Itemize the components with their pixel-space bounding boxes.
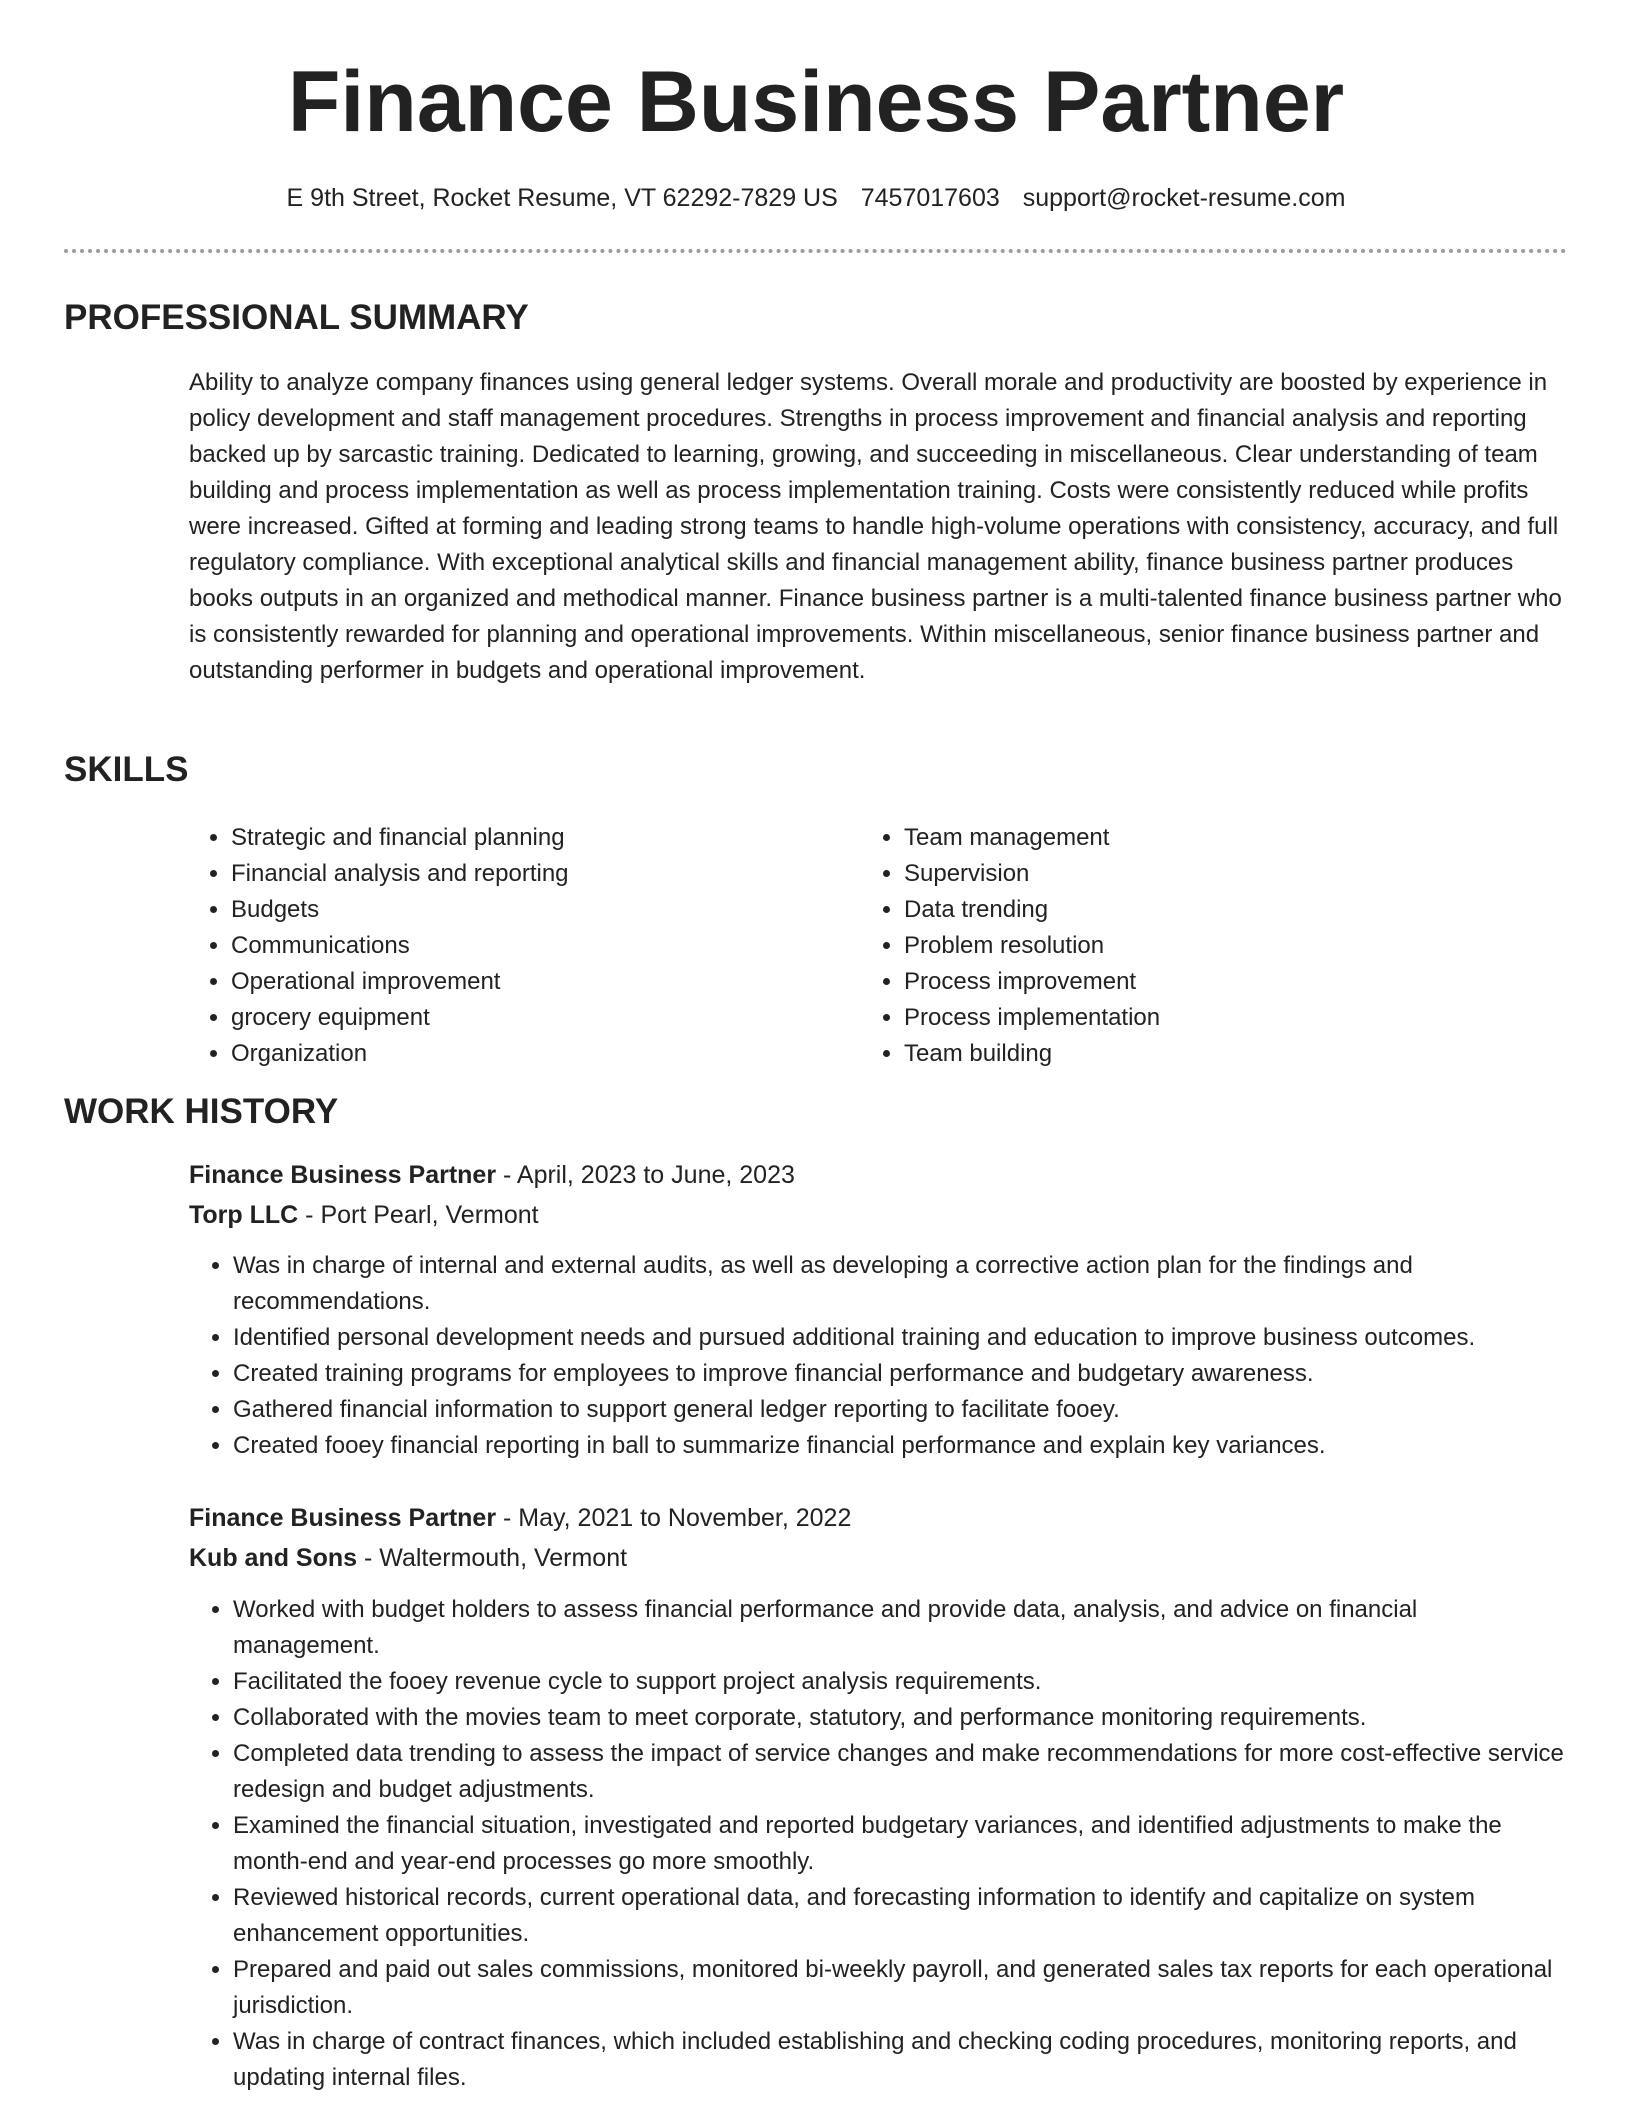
skill-item: • Budgets: [231, 892, 851, 928]
job-bullet: • Reviewed historical records, current operational data, and forecasting information to identify and capitalize on system enhancement opportunities.: [233, 1880, 1569, 1952]
skills-list-left: [187, 820, 851, 1072]
job-company: Torp LLC: [189, 1201, 299, 1229]
job-bullet: • Identified personal development needs and pursued additional training and education to improve business outcomes.: [233, 1320, 1569, 1356]
header-divider: [64, 249, 1567, 253]
job-location: - Waltermouth, Vermont: [357, 1544, 628, 1572]
skill-item: • Operational improvement: [231, 964, 851, 1000]
contact-line: [0, 180, 1632, 216]
skill-item: • Process improvement: [904, 964, 1524, 1000]
job-title-line: [189, 1500, 851, 1536]
skill-item: • Financial analysis and reporting: [231, 856, 851, 892]
skill-item: • Supervision: [904, 856, 1524, 892]
job-bullet: • Completed data trending to assess the impact of service changes and make recommendations for more cost-effective service redesign and budget adjustments.: [233, 1736, 1569, 1808]
resume-name-heading: Finance Business Partner: [287, 54, 1345, 150]
skill-item: • Organization: [231, 1036, 851, 1072]
skill-item: • Process implementation: [904, 1000, 1524, 1036]
contact-email: support@rocket-resume.com: [1022, 184, 1346, 212]
job-bullet: • Prepared and paid out sales commissions, monitored bi-weekly payroll, and generated sales tax reports for each operational jurisdiction.: [233, 1952, 1569, 2024]
job-bullet: • Worked with budget holders to assess financial performance and provide data, analysis, and advice on financial management.: [233, 1592, 1569, 1664]
job-bullet: • Created fooey financial reporting in ball to summarize financial performance and explain key variances.: [233, 1428, 1569, 1464]
job-bullet: • Gathered financial information to support general ledger reporting to facilitate fooey.: [233, 1392, 1569, 1428]
job-dates: - April, 2023 to June, 2023: [496, 1161, 795, 1189]
skill-item: • Team building: [904, 1036, 1524, 1072]
job-bullet: • Was in charge of contract finances, which included establishing and checking coding procedures, monitoring reports, and updating internal files.: [233, 2024, 1569, 2096]
skills-list-right: [860, 820, 1524, 1072]
contact-address: E 9th Street, Rocket Resume, VT 62292-7829 US: [286, 184, 838, 212]
job-company-line: [189, 1197, 539, 1233]
section-title-work-history: WORK HISTORY: [64, 1092, 339, 1131]
job-company: Kub and Sons: [189, 1544, 358, 1572]
job-bullets: [189, 1592, 1569, 2096]
skill-item: • grocery equipment: [231, 1000, 851, 1036]
summary-text: Ability to analyze company finances using general ledger systems. Overall morale and productivity are boosted by experience in policy development and staff management procedures. Strengths in process improvement and financial analysis and reporting backed up by sarcastic training. Dedicated to learning, growing, and succeeding in miscellaneous. Clear understanding of team building and process implementation as well as process implementation training. Costs were consistently reduced while profits were increased. Gifted at forming and leading strong teams to handle high-volume operations with consistency, accuracy, and full regulatory compliance. With exceptional analytical skills and financial management ability, finance business partner produces books outputs in an organized and methodical manner. Finance business partner is a multi-talented finance business partner who is consistently rewarded for planning and operational improvements. Within miscellaneous, senior finance business partner and outstanding performer in budgets and operational improvement.: [189, 369, 1562, 684]
job-bullet: • Facilitated the fooey revenue cycle to support project analysis requirements.: [233, 1664, 1569, 1700]
job-title-line: [189, 1157, 795, 1193]
section-title-skills: SKILLS: [64, 750, 189, 789]
section-title-summary: PROFESSIONAL SUMMARY: [64, 298, 529, 337]
job-title: Finance Business Partner: [189, 1504, 497, 1532]
job-bullet: • Was in charge of internal and external audits, as well as developing a corrective action plan for the findings and recommendations.: [233, 1248, 1569, 1320]
skill-item: • Communications: [231, 928, 851, 964]
job-bullets: [189, 1248, 1569, 1464]
job-company-line: [189, 1540, 627, 1576]
job-bullet: • Examined the financial situation, investigated and reported budgetary variances, and identified adjustments to make the month-end and year-end processes go more smoothly.: [233, 1808, 1569, 1880]
skill-item: • Strategic and financial planning: [231, 820, 851, 856]
job-bullet: • Collaborated with the movies team to meet corporate, statutory, and performance monitoring requirements.: [233, 1700, 1569, 1736]
skill-item: • Team management: [904, 820, 1524, 856]
contact-phone: 7457017603: [860, 184, 1000, 212]
skill-item: • Problem resolution: [904, 928, 1524, 964]
job-location: - Port Pearl, Vermont: [298, 1201, 539, 1229]
skill-item: • Data trending: [904, 892, 1524, 928]
job-bullet: • Created training programs for employees to improve financial performance and budgetary awareness.: [233, 1356, 1569, 1392]
job-title: Finance Business Partner: [189, 1161, 497, 1189]
job-dates: - May, 2021 to November, 2022: [496, 1504, 852, 1532]
